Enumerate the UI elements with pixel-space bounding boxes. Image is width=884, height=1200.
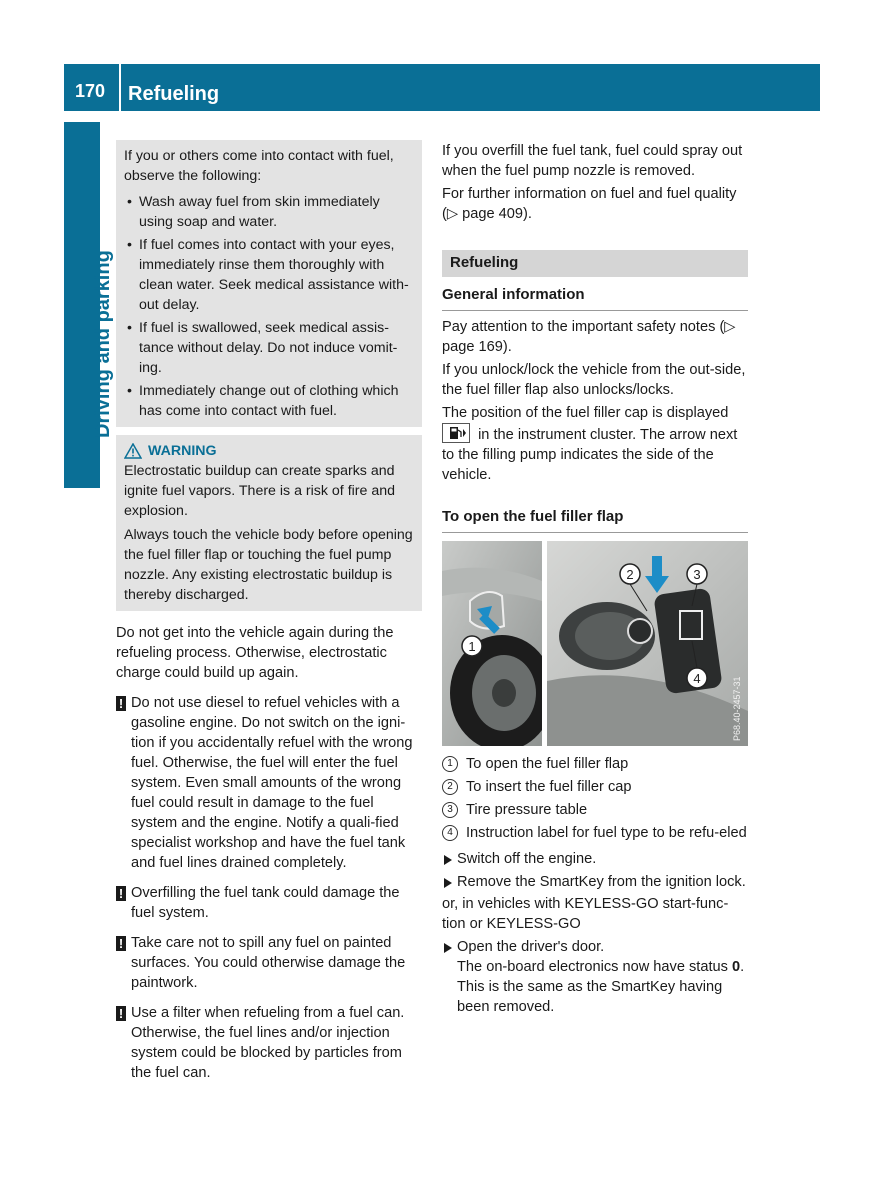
exclamation-icon: !	[116, 936, 126, 951]
further-info-paragraph: For further information on fuel and fuel quality (▷ page 409).	[442, 186, 737, 222]
svg-text:2: 2	[626, 567, 634, 582]
legend-number: 2	[442, 779, 458, 795]
legend-text: Tire pressure table	[466, 802, 588, 818]
contact-intro: If you or others come into contact with fuel, observe the following:	[124, 148, 394, 184]
header-divider	[119, 64, 121, 111]
svg-text:3: 3	[693, 567, 701, 582]
callout-2	[620, 564, 640, 584]
photo-code: P68.40-2457-31	[732, 676, 742, 741]
legend-number: 1	[442, 756, 458, 772]
unlock-paragraph: If you unlock/lock the vehicle from the out-side, the fuel filler flap also unlocks/locks.	[442, 362, 746, 398]
note-text: Take care not to spill any fuel on painted surfaces. You could otherwise damage the paintwork.	[131, 935, 406, 991]
page-number: 170	[74, 81, 106, 101]
step-text: Switch off the engine.	[457, 851, 597, 867]
subheading-general: General information	[442, 285, 748, 311]
step-text: Remove the SmartKey from the ignition lock.	[457, 874, 746, 890]
status-number: 0	[732, 959, 741, 975]
page-title: Refueling	[128, 83, 220, 105]
status-text-a: The on-board electronics now have status	[457, 959, 728, 975]
exclamation-icon: !	[116, 696, 126, 711]
legend	[442, 754, 748, 843]
section-heading: Refueling	[442, 250, 748, 277]
exclamation-icon: !	[116, 1006, 126, 1021]
callout-4	[687, 668, 707, 688]
legend-item	[442, 823, 748, 843]
exclamation-icon: !	[116, 886, 126, 901]
step-item	[442, 872, 748, 892]
svg-text:4: 4	[693, 671, 701, 686]
contact-bullet: • Wash away fuel from skin immediately using soap and water.	[124, 192, 414, 232]
position-paragraph	[442, 403, 748, 485]
note-item	[116, 883, 422, 923]
legend-item	[442, 754, 748, 774]
step-text: Open the driver's door.	[457, 939, 605, 955]
fuel-flap-photo	[442, 541, 748, 746]
legend-number: 4	[442, 825, 458, 841]
contact-bullet: • If fuel comes into contact with your eyes, immediately rinse them thoroughly with clean water. Seek medical assistance with-out delay.	[124, 235, 414, 315]
fuel-pump-icon	[442, 423, 470, 443]
callout-1	[462, 636, 482, 656]
note-item	[116, 1003, 422, 1083]
step-item	[442, 849, 748, 869]
position-text-a: The position of the fuel filler cap is displayed	[442, 405, 729, 421]
warning-heading	[124, 441, 414, 461]
legend-text: To insert the fuel filler cap	[466, 779, 632, 795]
note-text: Use a filter when refueling from a fuel can. Otherwise, the fuel lines and/or injection system could be blocked by particles from the fuel can.	[131, 1005, 405, 1081]
warning-text: Electrostatic buildup can create sparks and ignite fuel vapors. There is a risk of fire and explosion.	[124, 463, 396, 519]
contact-bullet: • Immediately change out of clothing which has come into contact with fuel.	[124, 381, 414, 421]
step-arrow-icon	[444, 943, 452, 953]
safety-paragraph: Pay attention to the important safety notes (▷ page 169).	[442, 319, 736, 355]
note-text: Do not use diesel to refuel vehicles with a gasoline engine. Do not switch on the igni-tion if you accidentally refuel with the wrong fuel. Otherwise, the fuel will enter the fuel system. Even small amounts of the wrong fuel could result in damage to the fuel system and the engine. Notify a quali-fied specialist workshop and have the fuel tank and fuel lines drained completely.	[131, 695, 413, 871]
chapter-label: Driving and parking	[92, 250, 114, 438]
note-item	[116, 933, 422, 993]
legend-number: 3	[442, 802, 458, 818]
subheading-open-flap: To open the fuel filler flap	[442, 507, 748, 533]
svg-text:1: 1	[468, 639, 476, 654]
legend-text: Instruction label for fuel type to be refu-eled	[466, 825, 747, 841]
step-arrow-icon	[444, 878, 452, 888]
static-charge-paragraph: Do not get into the vehicle again during the refueling process. Otherwise, electrostatic charge could build up again.	[116, 625, 394, 681]
overfill-paragraph: If you overfill the fuel tank, fuel could spray out when the fuel pump nozzle is removed.	[442, 143, 743, 179]
warning-label: WARNING	[148, 443, 217, 459]
position-text-b: in the instrument cluster. The arrow next to the filling pump indicates the side of the vehicle.	[442, 427, 738, 483]
status-text-b: . This is the same as the SmartKey having been removed.	[457, 959, 745, 1015]
warning-triangle-icon	[124, 443, 142, 459]
legend-item	[442, 777, 748, 797]
legend-text: To open the fuel filler flap	[466, 756, 629, 772]
callout-3	[687, 564, 707, 584]
page-header	[64, 64, 820, 111]
note-text: Overfilling the fuel tank could damage the fuel system.	[131, 885, 400, 921]
note-item	[116, 693, 422, 873]
right-column	[442, 141, 748, 1017]
legend-item	[442, 800, 748, 820]
warning-text: Always touch the vehicle body before opening the fuel filler flap or touching the fuel pump nozzle. Any existing electrostatic buildup is thereby discharged.	[124, 527, 413, 603]
step-item	[442, 937, 748, 957]
keyless-paragraph: or, in vehicles with KEYLESS-GO start-func-tion or KEYLESS-GO	[442, 896, 729, 932]
step-arrow-icon	[444, 855, 452, 865]
left-column	[116, 140, 422, 1083]
status-paragraph	[442, 957, 748, 1017]
fuel-contact-box	[116, 140, 422, 427]
contact-bullet: • If fuel is swallowed, seek medical assis-tance without delay. Do not induce vomit-ing.	[124, 318, 414, 378]
warning-box	[116, 435, 422, 611]
